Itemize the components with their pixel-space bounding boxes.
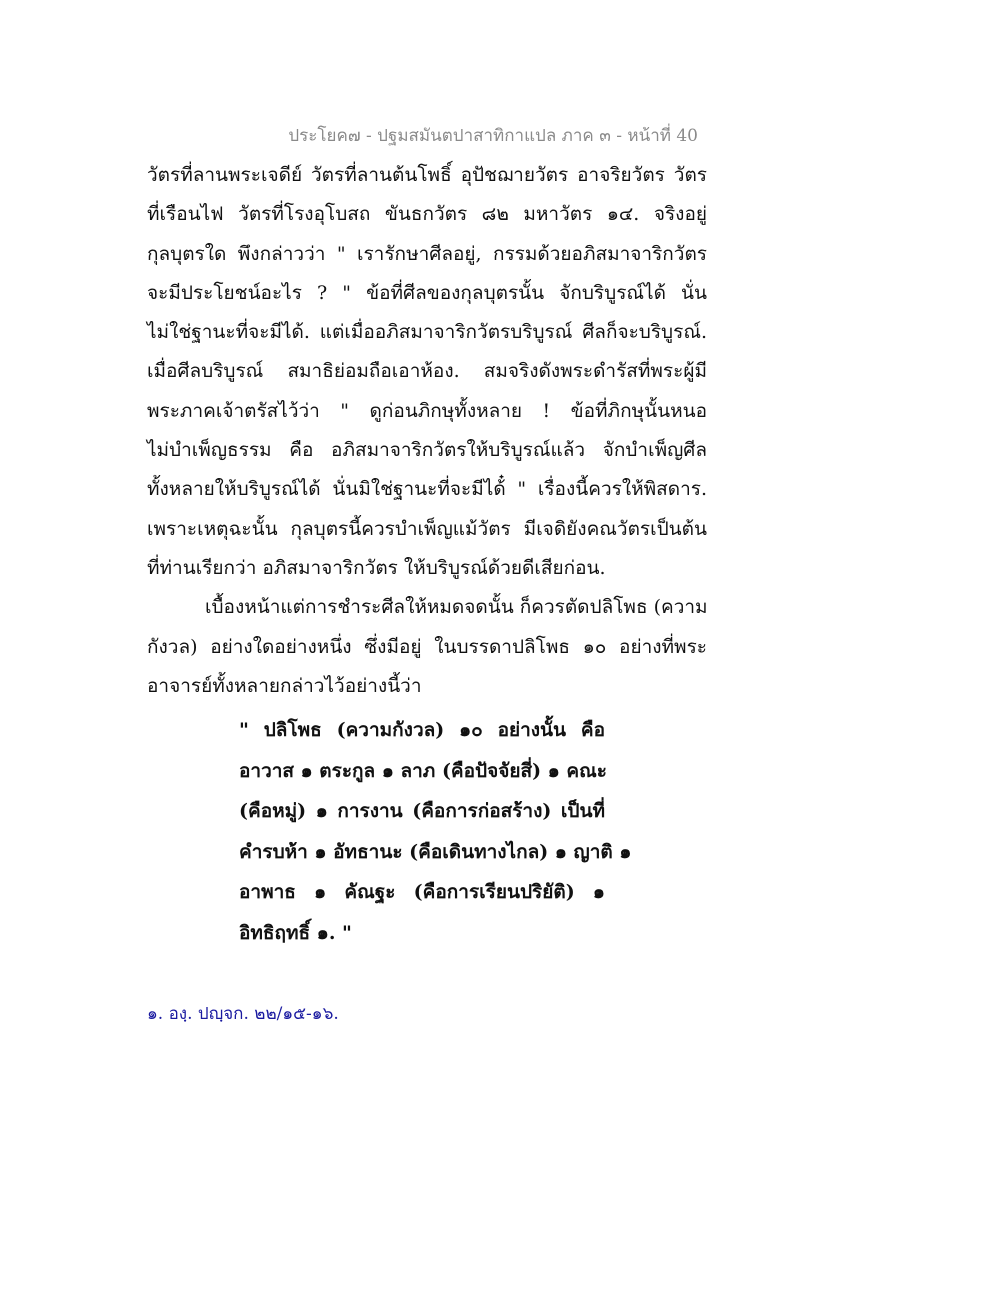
- main-text: [147, 156, 707, 706]
- quote-line: อาพาธ ๑ คัณฐะ (คือการเรียนปริยัติ) ๑: [239, 881, 605, 903]
- quote-line: " ปลิโพธ (ความกังวล) ๑๐ อย่างนั้น คือ: [239, 719, 605, 741]
- text-line: วัตรที่ลานพระเจดีย์ วัตรที่ลานต้นโพธิ์ อุปัชฌายวัตร อาจริยวัตร วัตร: [147, 164, 707, 186]
- quote-line: อาวาส ๑ ตระกูล ๑ ลาภ (คือปัจจัยสี่) ๑ คณะ: [239, 759, 607, 782]
- text-line: ทั้งหลายให้บริบูรณ์ได้ นั่นมิใช่ฐานะที่จะมีได้๋ " เรื่องนี้ควรให้พิสดาร.: [147, 478, 707, 501]
- text-line: เมื่อศีลบริบูรณ์ สมาธิย่อมถือเอาห้อง. สมจริงดังพระดำรัสที่พระผู้มี: [147, 360, 707, 383]
- footnote: ๑. องฺ. ปญฺจก. ๒๒/๑๕-๑๖.: [147, 1004, 339, 1024]
- block-quote: [239, 710, 632, 953]
- text-line: จะมีประโยชน์อะไร ? " ข้อที่ศีลของกุลบุตรนั้น จักบริบูรณ์ได้ นั่น: [147, 281, 707, 304]
- quote-line: คำรบห้า ๑ อัทธานะ (คือเดินทางไกล) ๑ ญาติ ๑: [239, 840, 632, 863]
- running-header: ประโยค๗ - ปฐมสมันตปาสาทิกาแปล ภาค ๓ - หน้าที่ 40: [288, 126, 698, 146]
- text-line: พระภาคเจ้าตรัสไว้ว่า " ดูก่อนภิกษุทั้งหลาย ! ข้อที่ภิกษุนั้นหนอ: [147, 399, 707, 422]
- quote-line: อิทธิฤทธิ์ ๑. ": [239, 921, 352, 944]
- text-line: ที่เรือนไฟ วัตรที่โรงอุโบสถ ขันธกวัตร ๘๒ มหาวัตร ๑๔. จริงอยู่: [147, 203, 707, 226]
- text-line: กังวล) อย่างใดอย่างหนึ่ง ซึ่งมีอยู่ ในบรรดาปลิโพธ ๑๐ อย่างที่พระ: [147, 635, 707, 658]
- text-line: เพราะเหตุฉะนั้น กุลบุตรนี้ควรบำเพ็ญแม้วัตร มีเจดิยังคณวัตรเป็นต้น: [147, 517, 707, 540]
- text-line: ที่ท่านเรียกว่า อภิสมาจาริกวัตร ให้บริบูรณ์ด้วยดีเสียก่อน.: [147, 556, 606, 579]
- text-line: กุลบุตรใด พึงกล่าวว่า " เรารักษาศีลอยู่, กรรมด้วยอภิสมาจาริกวัตร: [147, 242, 707, 265]
- text-line: อาจารย์ทั้งหลายกล่าวไว้อย่างนี้ว่า: [147, 674, 422, 697]
- paragraph-first-line: เบื้องหน้าแต่การชำระศีลให้หมดจดนั้น ก็ควรตัดปลิโพธ (ความ: [205, 596, 708, 619]
- text-line: ไม่บำเพ็ญธรรม คือ อภิสมาจาริกวัตรให้บริบูรณ์แล้ว จักบำเพ็ญศีล: [147, 439, 707, 462]
- text-line: ไม่ใช่ฐานะที่จะมีได้. แต่เมื่ออภิสมาจาริกวัตรบริบูรณ์ ศีลก็จะบริบูรณ์.: [147, 321, 707, 344]
- quote-line: (คือหมู่) ๑ การงาน (คือการก่อสร้าง) เป็นที่: [239, 800, 605, 822]
